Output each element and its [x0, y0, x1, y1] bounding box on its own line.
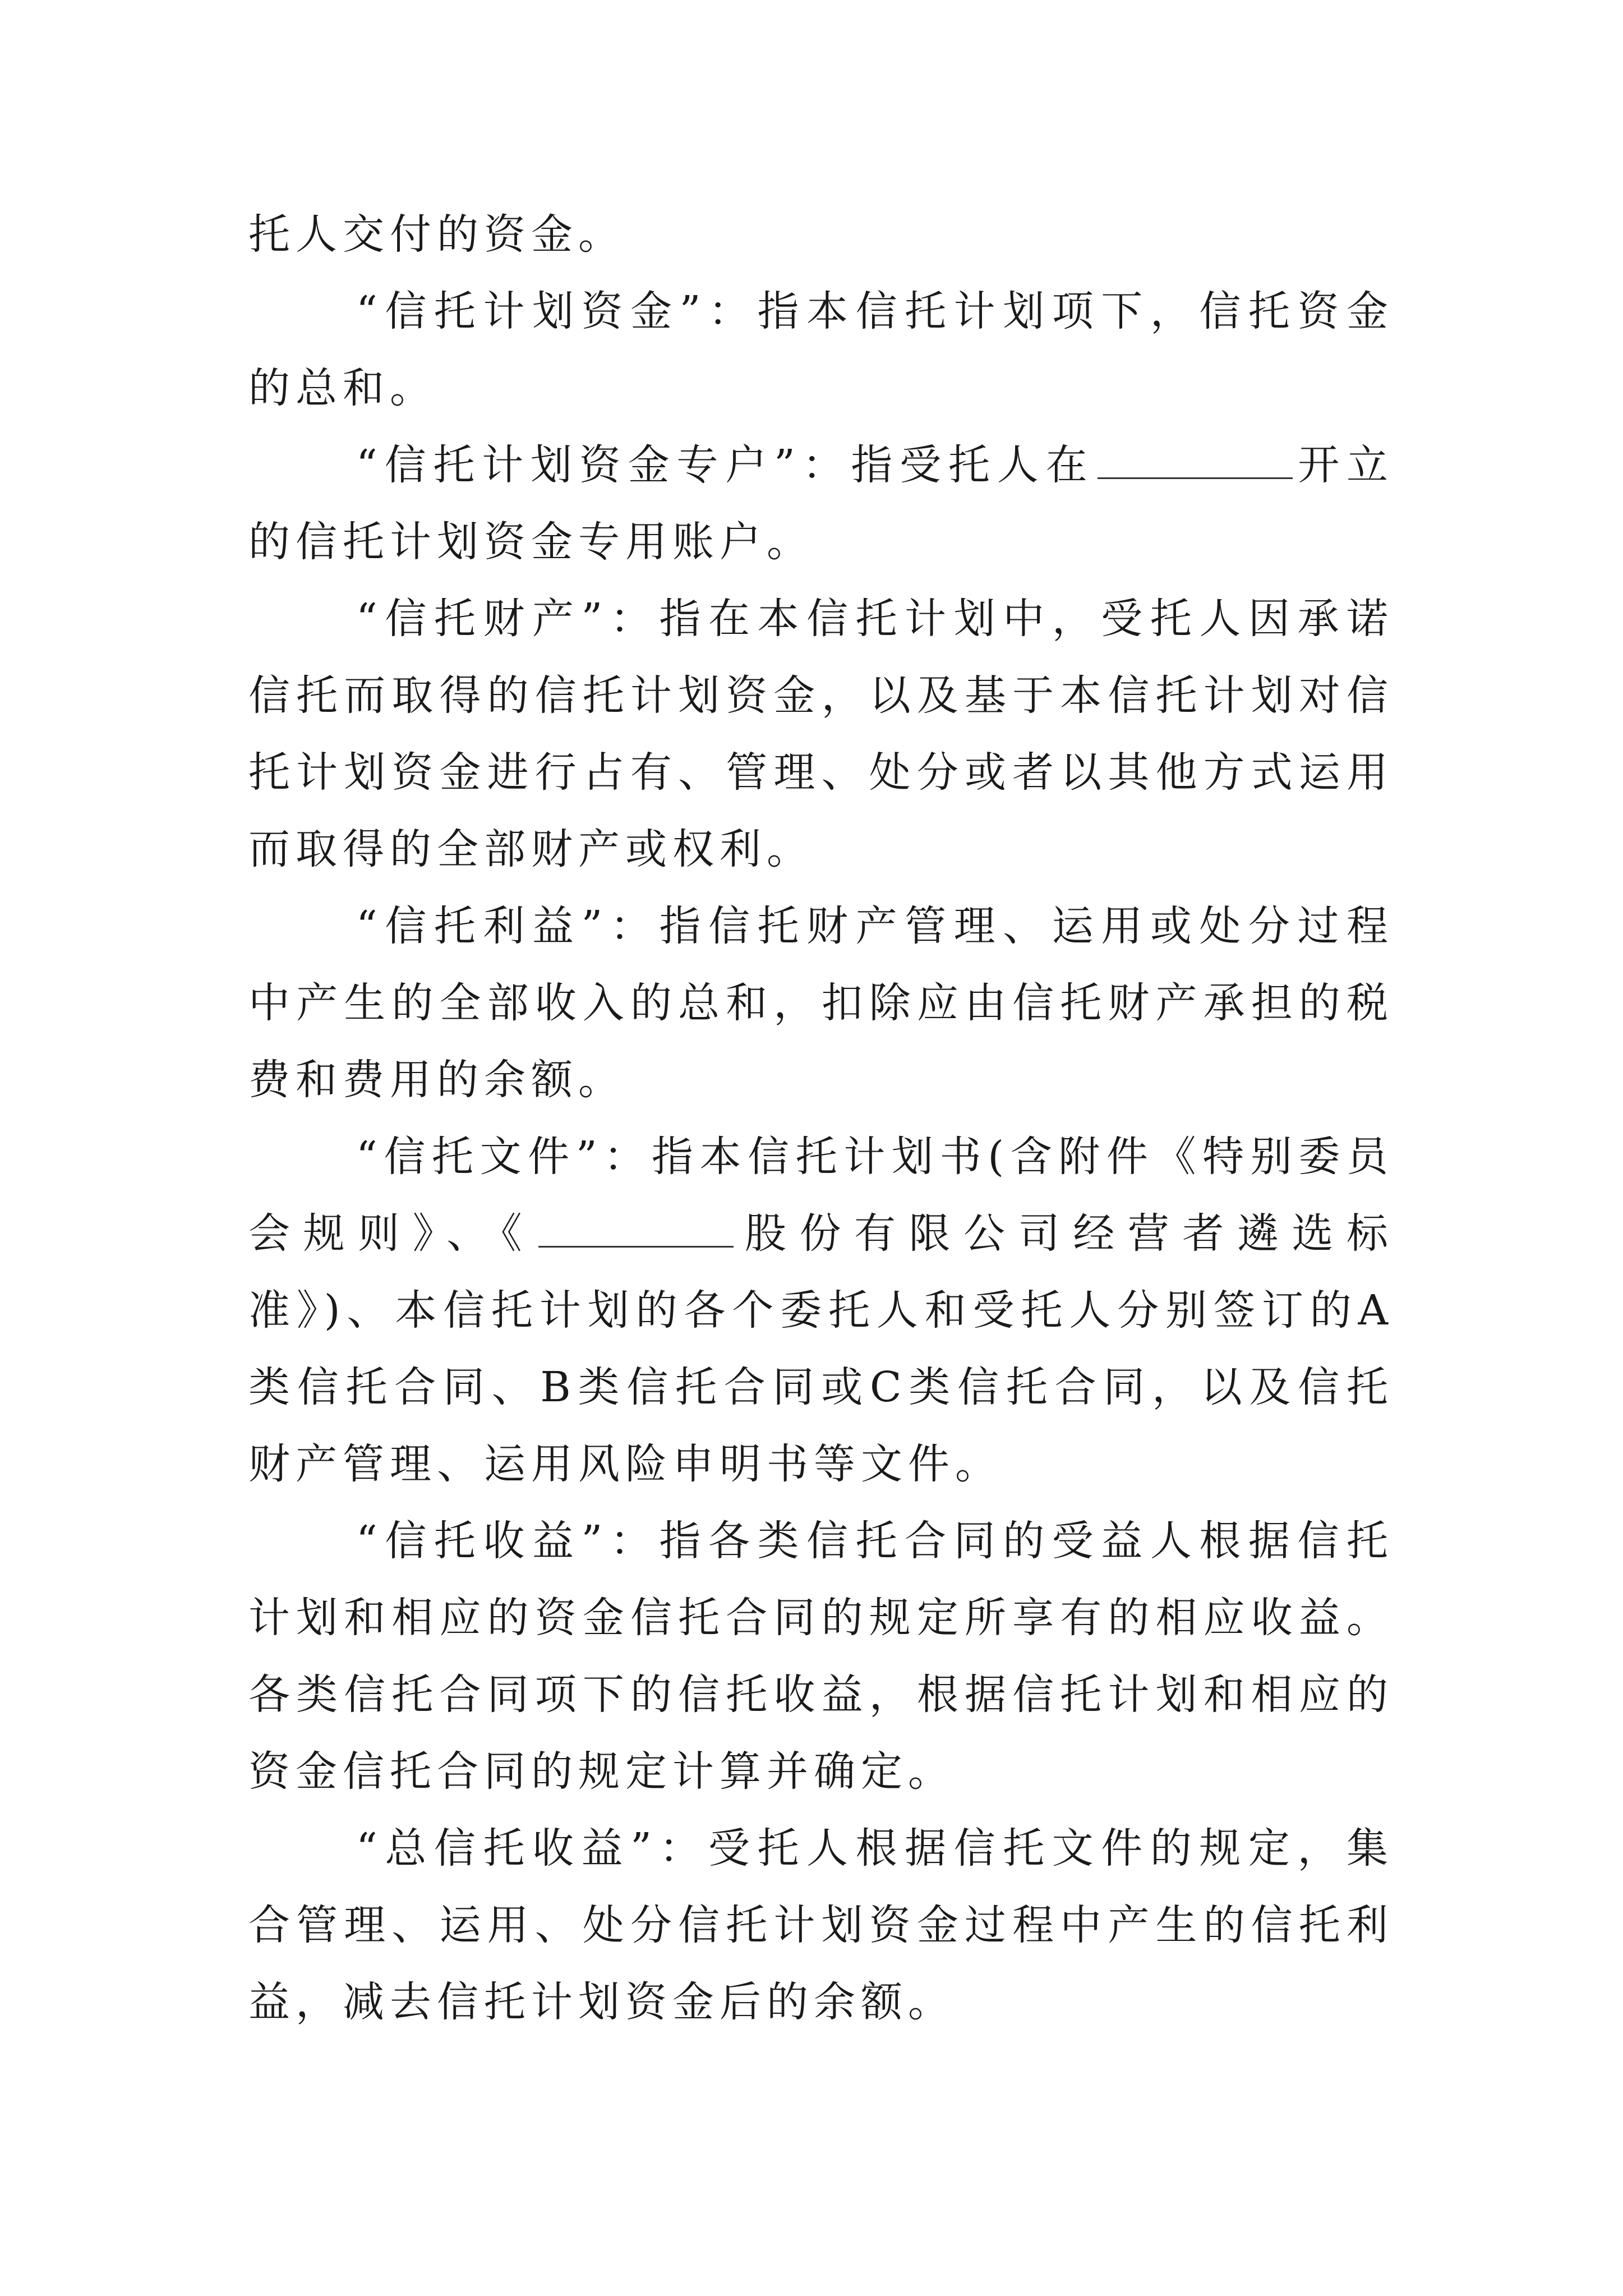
- fill-in-blank-company: [538, 1208, 734, 1248]
- paragraph-text: “总信托收益”：受托人根据信托文件的规定，集合管理、运用、处分信托计划资金过程中产生的信托利益，减去信托计划资金后的余额。: [248, 1824, 1394, 2026]
- paragraph-text: “信托收益”：指各类信托合同的受益人根据信托计划和相应的资金信托合同的规定所享有的相应收益。各类信托合同项下的信托收益，根据信托计划和相应的资金信托合同的规定计算并确定。: [248, 1517, 1394, 1796]
- paragraph-text: “信托计划资金”：指本信托计划项下，信托资金的总和。: [248, 287, 1394, 412]
- paragraph-continuation: [248, 196, 1394, 273]
- definition-trust-plan-fund-account: [248, 427, 1394, 581]
- definition-total-trust-income: [248, 1810, 1394, 2041]
- paragraph-text-before-blank: “信托计划资金专户”：指受托人在: [356, 441, 1095, 489]
- fill-in-blank-bank: [1098, 440, 1293, 479]
- paragraph-text: “信托财产”：指在本信托计划中，受托人因承诺信托而取得的信托计划资金，以及基于本信托计划对信托计划资金进行占有、管理、处分或者以其他方式运用而取得的全部财产或权利。: [248, 595, 1394, 873]
- paragraph-text: 托人交付的资金。: [248, 210, 625, 259]
- paragraph-text-before-blank: “信托文件”：指本信托计划书(含附件《特别委员会规则》、《: [248, 1133, 1394, 1258]
- definition-trust-income: [248, 1503, 1394, 1810]
- definition-trust-documents: [248, 1119, 1394, 1503]
- paragraph-text: “信托利益”：指信托财产管理、运用或处分过程中产生的全部收入的总和，扣除应由信托财产承担的税费和费用的余额。: [248, 902, 1394, 1104]
- definition-trust-property: [248, 581, 1394, 888]
- document-body: [248, 196, 1394, 2041]
- definition-trust-plan-funds: [248, 273, 1394, 427]
- definition-trust-benefit: [248, 888, 1394, 1119]
- paragraph-text-after-blank: 股份有限公司经营者遴选标准》)、本信托计划的各个委托人和受托人分别签订的A类信托合同、B类信托合同或C类信托合同，以及信托财产管理、运用风险申明书等文件。: [248, 1209, 1394, 1488]
- paragraph-text-after-blank: 开立的信托计划资金专用账户。: [248, 441, 1394, 566]
